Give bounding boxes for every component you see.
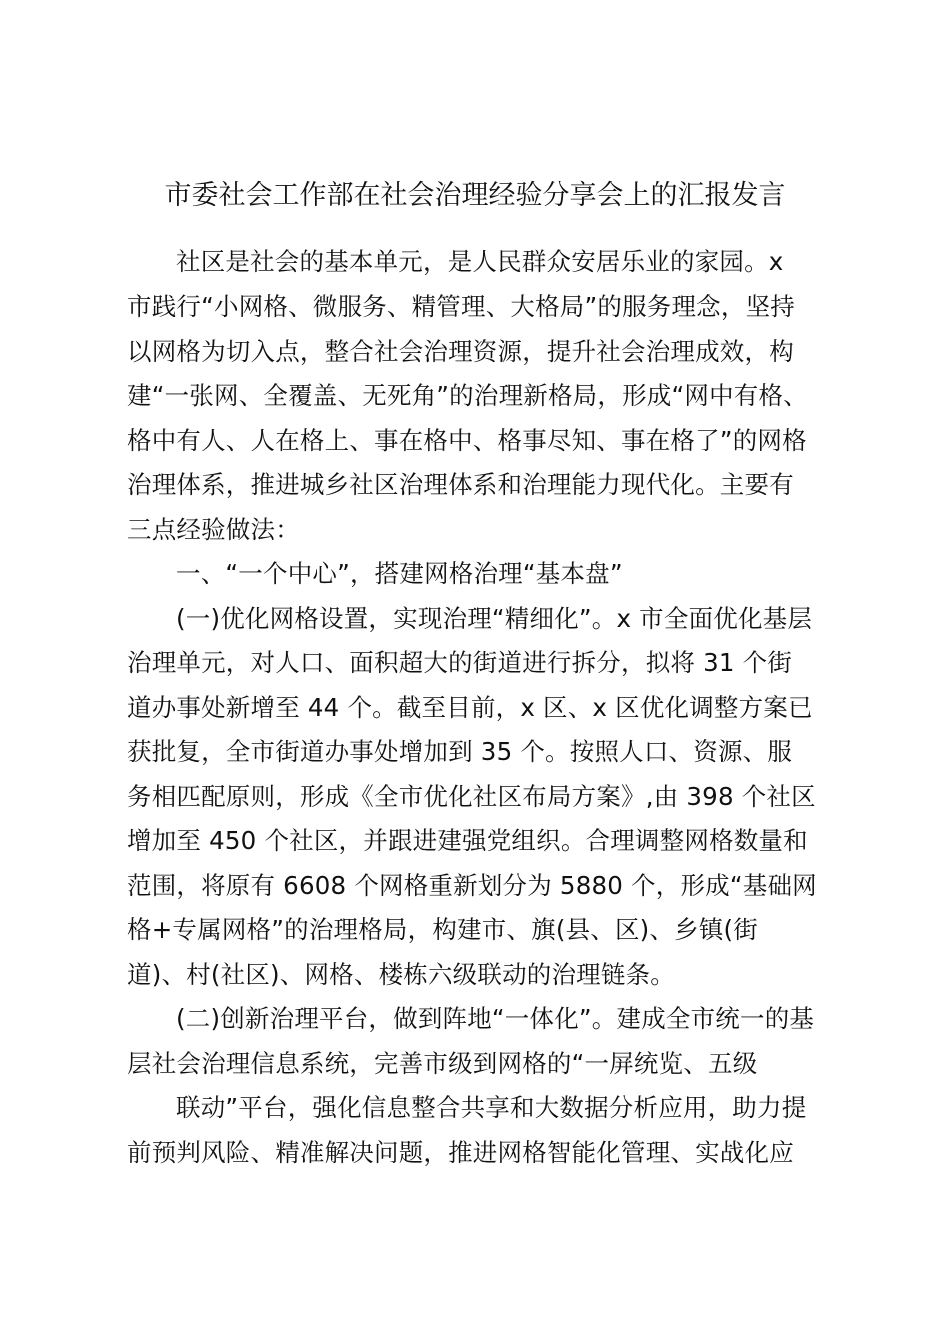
- paragraph-line: 道)、村(社区)、网格、楼栋六级联动的治理链条。: [127, 960, 675, 989]
- paragraph-line: 获批复，全市街道办事处增加到 35 个。按照人口、资源、服: [127, 737, 793, 766]
- paragraph-line: 格中有人、人在格上、事在格中、格事尽知、事在格了”的网格: [127, 426, 807, 455]
- paragraph-line: (二)创新治理平台，做到阵地“一体化”。建成全市统一的基: [176, 1004, 815, 1033]
- paragraph-line: 治理体系，推进城乡社区治理体系和治理能力现代化。主要有: [127, 470, 794, 499]
- paragraph-line: 三点经验做法：: [127, 515, 300, 544]
- paragraph-line: 建“一张网、全覆盖、无死角”的治理新格局，形成“网中有格、: [127, 381, 808, 410]
- paragraph-line: 联动”平台，强化信息整合共享和大数据分析应用，助力提: [176, 1093, 807, 1122]
- paragraph-line: 前预判风险、精准解决问题，推进网格智能化管理、实战化应: [127, 1138, 794, 1167]
- paragraph-line: 务相匹配原则，形成《全市优化社区布局方案》,由 398 个社区: [127, 782, 816, 811]
- document-title: 市委社会工作部在社会治理经验分享会上的汇报发言: [164, 180, 786, 211]
- paragraph-line: (一)优化网格设置，实现治理“精细化”。x 市全面优化基层: [176, 604, 813, 633]
- paragraph-line: 道办事处新增至 44 个。截至目前，x 区、x 区优化调整方案已: [127, 693, 813, 722]
- section-heading: 一、“一个中心”，搭建网格治理“基本盘”: [176, 559, 623, 588]
- paragraph-line: 社区是社会的基本单元，是人民群众安居乐业的家园。x: [176, 247, 784, 276]
- paragraph-line: 市践行“小网格、微服务、精管理、大格局”的服务理念，坚持: [127, 292, 795, 321]
- paragraph-line: 范围，将原有 6608 个网格重新划分为 5880 个，形成“基础网: [127, 871, 817, 900]
- paragraph-line: 增加至 450 个社区，并跟进建强党组织。合理调整网格数量和: [127, 826, 808, 855]
- paragraph-line: 格+专属网格”的治理格局，构建市、旗(县、区)、乡镇(街: [127, 915, 758, 944]
- paragraph-line: 以网格为切入点，整合社会治理资源，提升社会治理成效，构: [127, 337, 794, 366]
- paragraph-line: 层社会治理信息系统，完善市级到网格的“一屏统览、五级: [127, 1049, 758, 1078]
- paragraph-line: 治理单元，对人口、面积超大的街道进行拆分，拟将 31 个街: [127, 648, 793, 677]
